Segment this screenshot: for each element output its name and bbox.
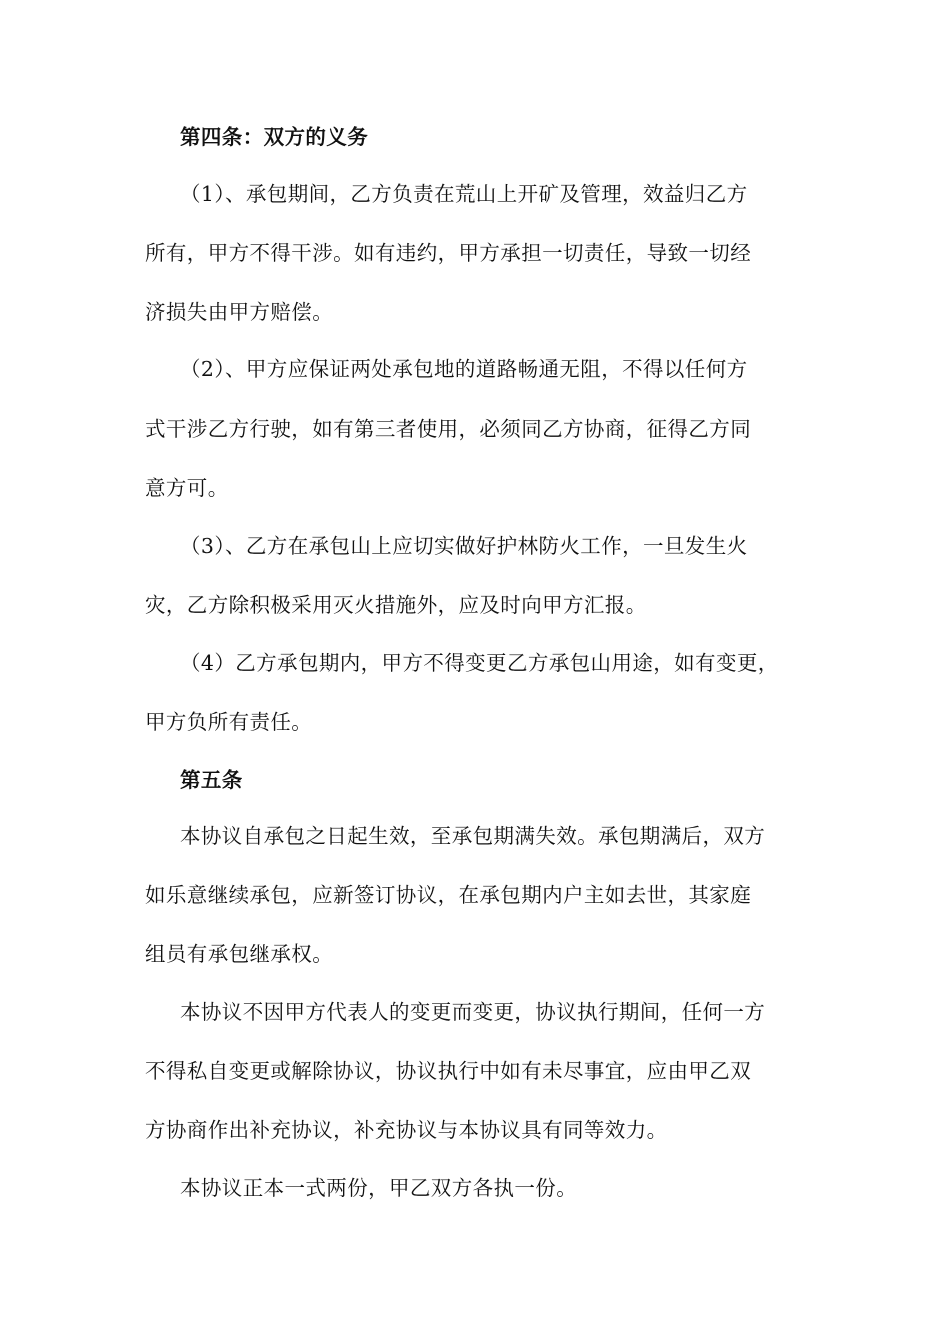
section-5-para-1-line-1: 本协议自承包之日起生效，至承包期满失效。承包期满后，双方 bbox=[180, 824, 766, 848]
section-4-item-2-line-2: 式干涉乙方行驶，如有第三者使用，必须同乙方协商，征得乙方同 bbox=[145, 417, 752, 441]
section-5-para-1-line-2: 如乐意继续承包，应新签订协议，在承包期内户主如去世，其家庭 bbox=[145, 883, 752, 907]
section-5-heading: 第五条 bbox=[180, 768, 243, 792]
section-4-item-2-line-1: （2）、甲方应保证两处承包地的道路畅通无阻，不得以任何方 bbox=[180, 357, 748, 381]
section-4-item-1-line-3: 济损失由甲方赔偿。 bbox=[145, 300, 334, 324]
section-4-item-2-line-3: 意方可。 bbox=[145, 476, 229, 500]
section-5-para-3-line-1: 本协议正本一式两份，甲乙双方各执一份。 bbox=[180, 1176, 578, 1200]
section-5-para-2-line-2: 不得私自变更或解除协议，协议执行中如有未尽事宜，应由甲乙双 bbox=[145, 1059, 752, 1083]
section-4-item-1-line-2: 所有，甲方不得干涉。如有违约，甲方承担一切责任，导致一切经 bbox=[145, 241, 752, 265]
section-5-para-2-line-3: 方协商作出补充协议，补充协议与本协议具有同等效力。 bbox=[145, 1118, 668, 1142]
section-4-item-1-line-1: （1）、承包期间，乙方负责在荒山上开矿及管理，效益归乙方 bbox=[180, 182, 748, 206]
section-5-para-1-line-3: 组员有承包继承权。 bbox=[145, 942, 334, 966]
section-4-item-3-line-1: （3）、乙方在承包山上应切实做好护林防火工作，一旦发生火 bbox=[180, 534, 748, 558]
section-4-item-4-line-1: （4）乙方承包期内，甲方不得变更乙方承包山用途，如有变更， bbox=[180, 651, 779, 675]
section-4-item-4-line-2: 甲方负所有责任。 bbox=[145, 710, 313, 734]
section-4-heading: 第四条：双方的义务 bbox=[180, 125, 369, 149]
section-5-para-2-line-1: 本协议不因甲方代表人的变更而变更，协议执行期间，任何一方 bbox=[180, 1000, 766, 1024]
section-4-item-3-line-2: 灾，乙方除积极采用灭火措施外，应及时向甲方汇报。 bbox=[145, 593, 647, 617]
